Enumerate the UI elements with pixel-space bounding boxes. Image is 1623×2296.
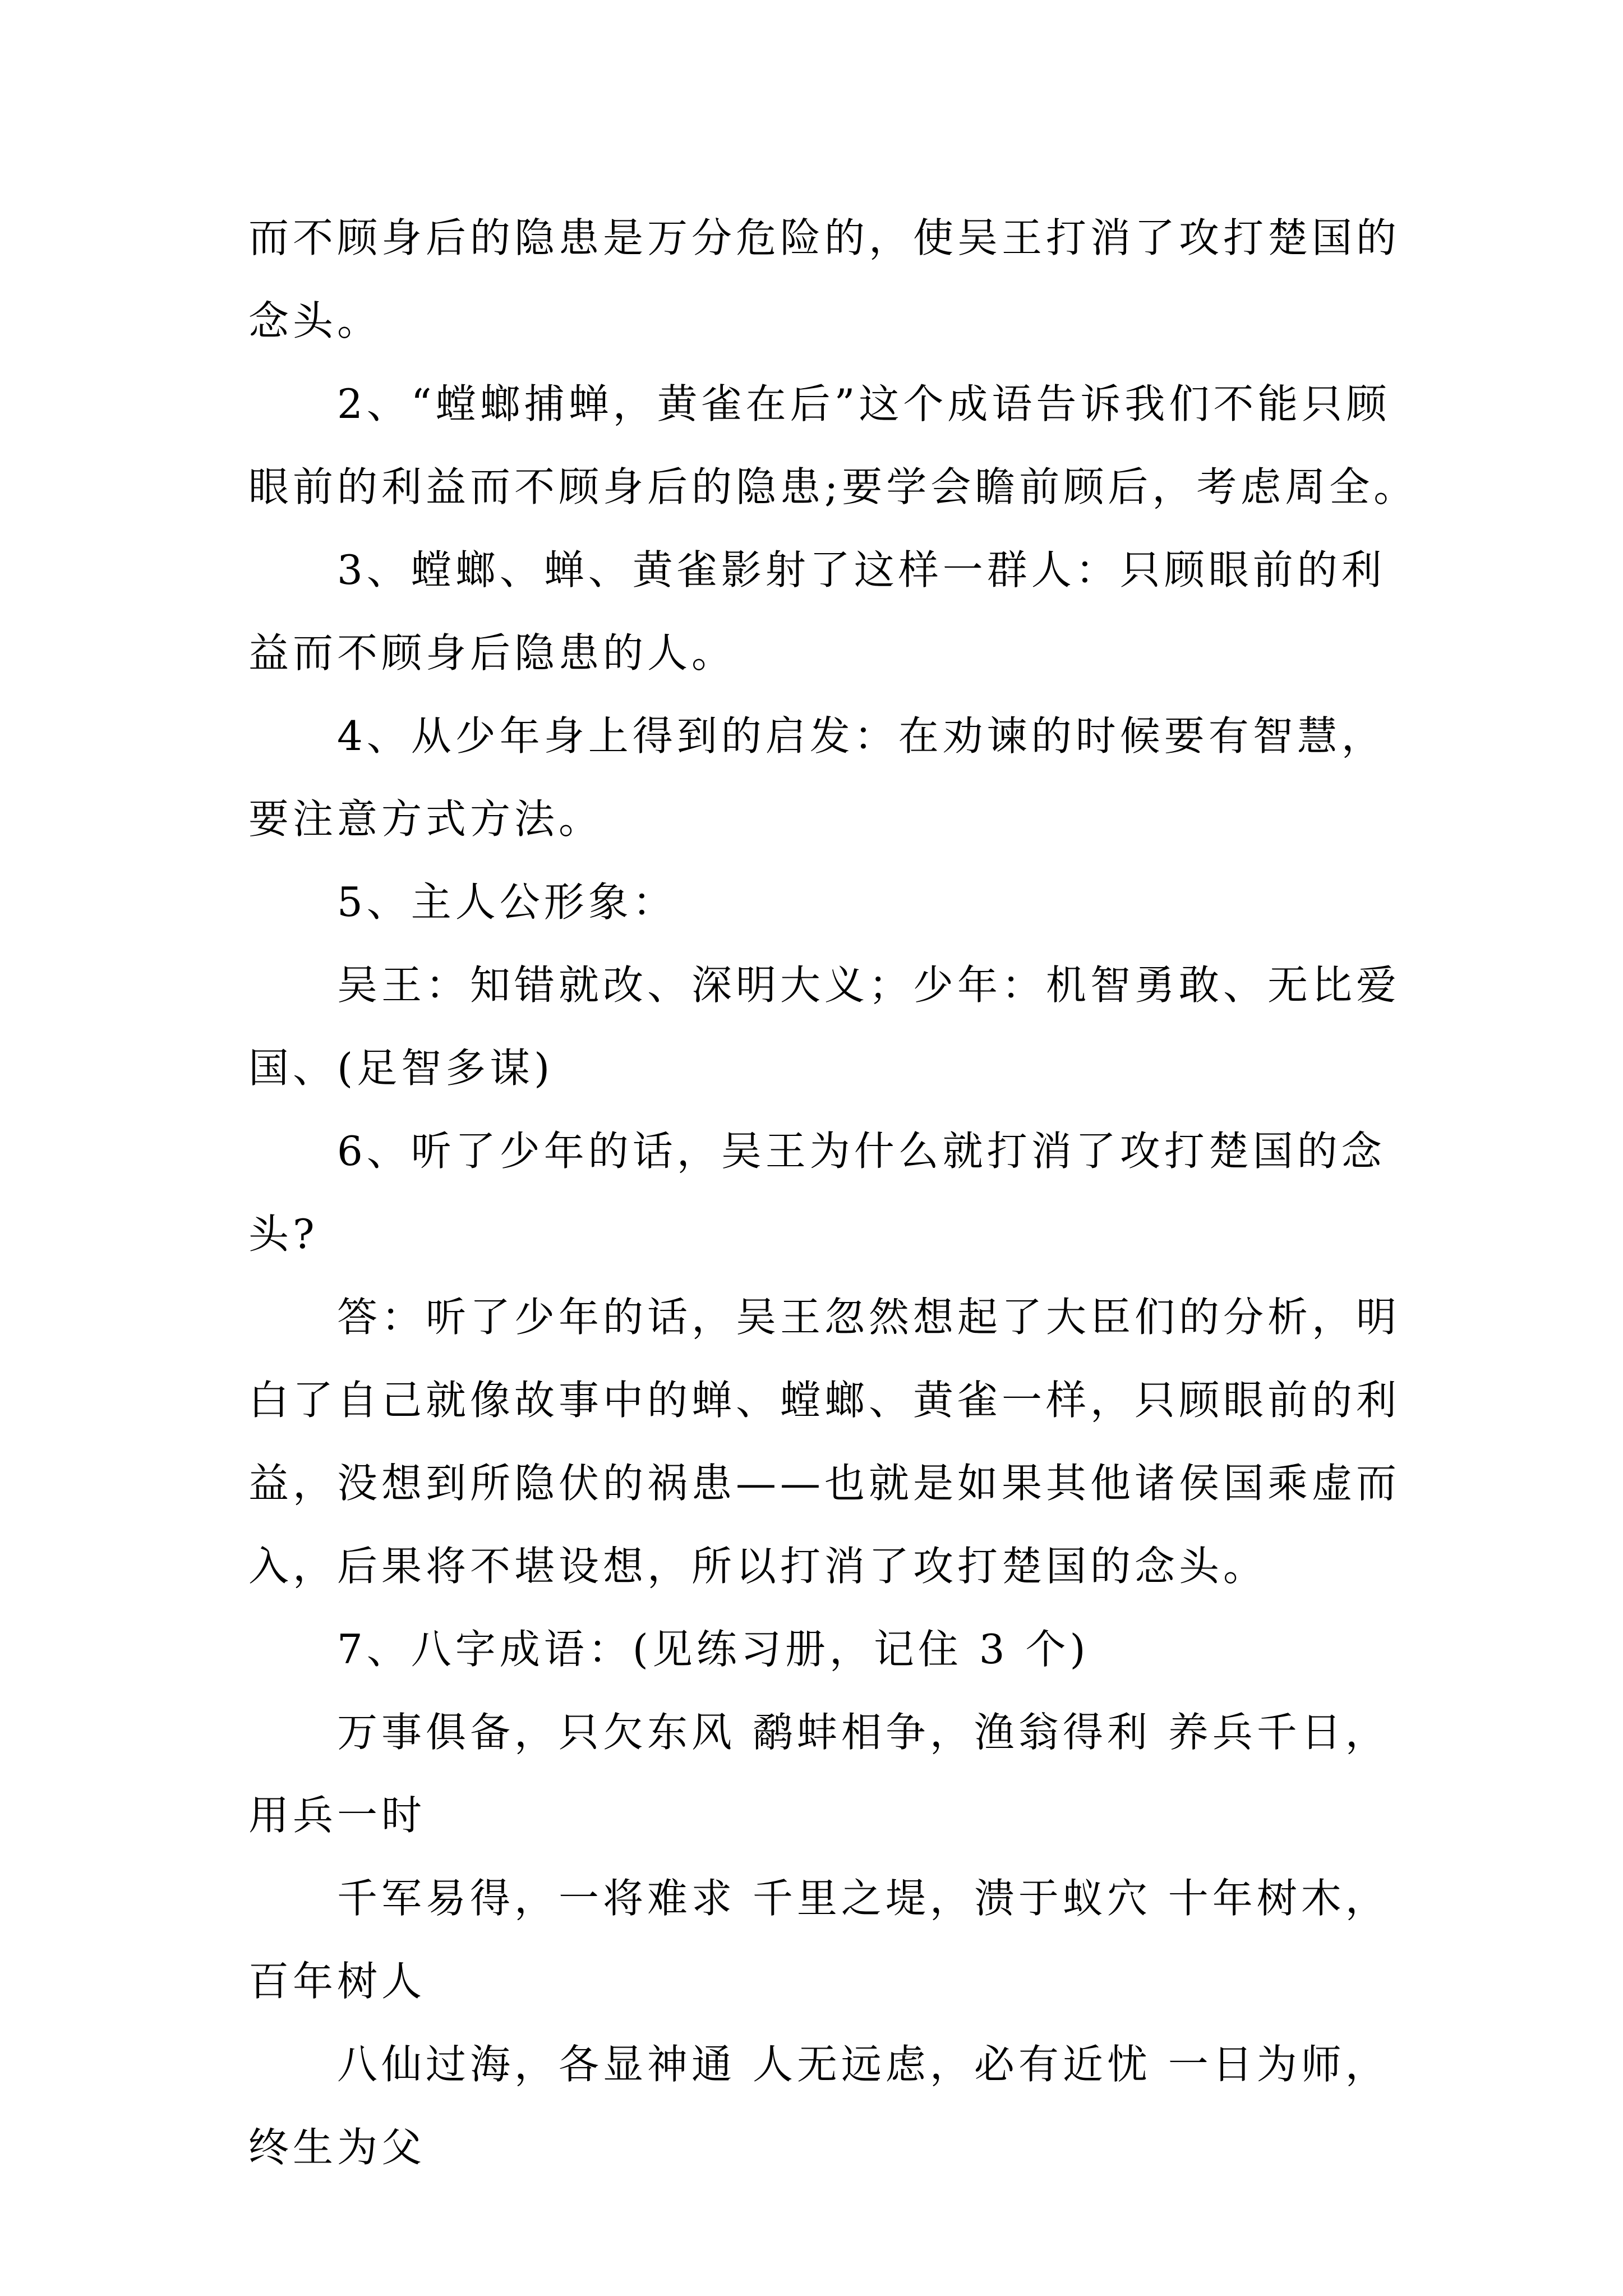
text-line: 千军易得，一将难求 千里之堤，溃于蚁穴 十年树木， <box>337 1875 1390 1922</box>
text-line: 白了自己就像故事中的蝉、螳螂、黄雀一样，只顾眼前的利 <box>248 1377 1401 1424</box>
text-line: 2、“螳螂捕蝉，黄雀在后”这个成语告诉我们不能只顾 <box>337 380 1391 427</box>
text-line: 益，没想到所隐伏的祸患——也就是如果其他诸侯国乘虚而 <box>248 1460 1401 1507</box>
text-line: 用兵一时 <box>248 1792 426 1839</box>
text-line: 国、(足智多谋) <box>248 1045 554 1092</box>
text-line: 头? <box>248 1211 319 1258</box>
text-line: 八仙过海，各显神通 人无远虑，必有近忧 一日为师， <box>337 2041 1390 2088</box>
text-line: 念头。 <box>248 297 382 344</box>
text-line: 而不顾身后的隐患是万分危险的，使吴王打消了攻打楚国的 <box>248 214 1401 261</box>
text-line: 吴王：知错就改、深明大义；少年：机智勇敢、无比爱 <box>337 961 1401 1009</box>
text-line: 7、八字成语：(见练习册，记住 3 个) <box>337 1626 1090 1673</box>
text-line: 入，后果将不堪设想，所以打消了攻打楚国的念头。 <box>248 1543 1268 1590</box>
text-line: 终生为父 <box>248 2124 426 2171</box>
text-line: 百年树人 <box>248 1958 426 2005</box>
text-line: 3、螳螂、蝉、黄雀影射了这样一群人：只顾眼前的利 <box>337 546 1386 593</box>
text-line: 万事俱备，只欠东风 鹬蚌相争，渔翁得利 养兵千日， <box>337 1709 1390 1756</box>
text-line: 要注意方式方法。 <box>248 795 603 843</box>
text-line: 眼前的利益而不顾身后的隐患;要学会瞻前顾后，考虑周全。 <box>248 463 1418 510</box>
text-line: 益而不顾身后隐患的人。 <box>248 629 736 677</box>
text-line: 4、从少年身上得到的启发：在劝谏的时候要有智慧， <box>337 712 1386 760</box>
document-body <box>248 196 1418 2189</box>
text-line: 5、主人公形象： <box>337 878 677 926</box>
text-line: 6、听了少年的话，吴王为什么就打消了攻打楚国的念 <box>337 1128 1386 1175</box>
text-line: 答：听了少年的话，吴王忽然想起了大臣们的分析，明 <box>337 1294 1401 1341</box>
